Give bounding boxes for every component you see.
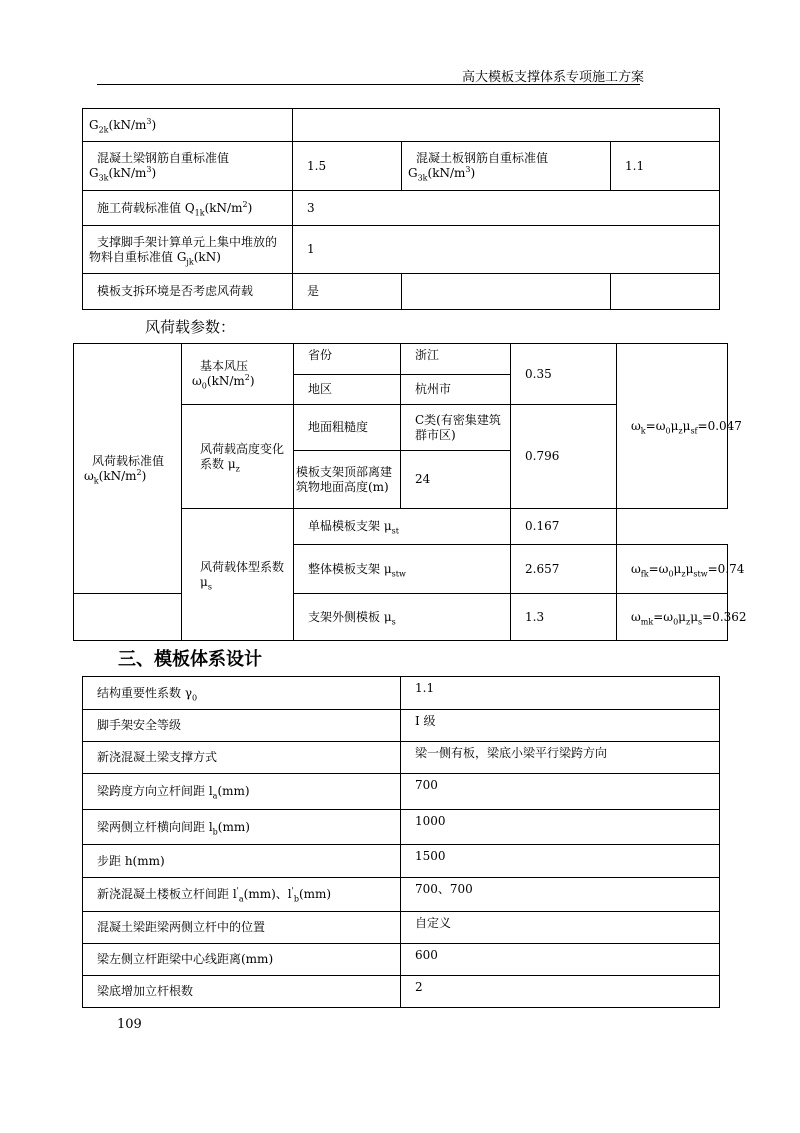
table-row [83,976,720,1008]
label-cell: 梁两侧立杆横向间距 $l_b(mm)$ [83,810,401,845]
design-section-title: 三、模板体系设计 [118,649,262,670]
label-cell: 支撑脚手架计算单元上集中堆放的 物料自重标准值 $G_{jk}(kN)$ [83,226,293,274]
single-frame-value: 0.167 [511,509,617,545]
label-cell: 模板支拆环境是否考虑风荷载 [83,274,293,310]
value-cell: 700 [401,774,720,810]
region-label: 地区 [294,375,401,405]
value-cell: 1 [293,226,720,274]
wk-formula: $\omega_k=\omega_0\mu_z\mu_{sf}=0.047$ [617,344,728,509]
value-cell: 自定义 [401,912,720,944]
value-cell: 700、700 [401,878,720,912]
whole-frame-label: 整体模板支架 $\mu_{stw}$ [294,545,511,594]
formwork-design-table [82,676,720,1008]
top-height-value: 24 [401,451,511,509]
label-cell: 新浇混凝土楼板立杆间距 $l'_a(mm)$、$l'_b(mm)$ [83,878,401,912]
table-row [83,944,720,976]
empty-cell [402,274,611,310]
region-value: 杭州市 [401,375,511,405]
height-factor-label: 风荷载高度变化系数 $\mu_z$ [182,405,294,509]
whole-frame-value: 2.657 [511,545,617,594]
table-row [83,912,720,944]
roughness-label: 地面粗糙度 [294,405,401,451]
label-cell: 梁底增加立杆根数 [83,976,401,1008]
label-cell: 混凝土梁距梁两侧立杆中的位置 [83,912,401,944]
value-cell: 1000 [401,810,720,845]
value-cell: 1500 [401,845,720,878]
table-row [83,274,720,310]
load-parameters-table [82,108,720,310]
value-cell: 1.1 [401,677,720,710]
table-row [83,677,720,710]
table-row [83,810,720,845]
wmk-formula: $\omega_{mk}=\omega_0\mu_z\mu_s=0.362$ [617,594,728,641]
wfk-formula: $\omega_{fk}=\omega_0\mu_z\mu_{stw}=0.74$ [617,545,728,594]
top-height-label: 模板支架顶部离建筑物地面高度(m) [294,451,401,509]
label-cell: 结构重要性系数 $\gamma_0$ [83,677,401,710]
header-rule [97,84,640,85]
value-cell: 2 [401,976,720,1008]
basic-pressure-value: 0.35 [511,344,617,405]
basic-pressure-label: 基本风压 $\omega_0(kN/m^2)$ [182,344,294,405]
page-number: 109 [117,1017,142,1032]
wind-section-title: 风荷载参数： [145,318,236,336]
label-cell: 梁左侧立杆距梁中心线距离(mm) [83,944,401,976]
shape-factor-label: 风荷载体型系数 $\mu_s$ [182,509,294,641]
table-row [83,845,720,878]
value-cell: 是 [293,274,402,310]
empty-cell [611,274,720,310]
label-cell: 施工荷载标准值 $Q_{1k}(kN/m^2)$ [83,191,293,226]
label-cell: 混凝土板钢筋自重标准值 $G_{3k}(kN/m^3)$ [402,142,611,191]
height-factor-value: 0.796 [511,405,617,509]
roughness-value: C类(有密集建筑群市区) [401,405,511,451]
table-row [83,710,720,742]
value-cell: I 级 [401,710,720,742]
value-cell [293,109,720,142]
value-cell: 600 [401,944,720,976]
value-cell: 3 [293,191,720,226]
wind-load-table [73,343,747,641]
table-row [83,109,720,142]
table-row [83,226,720,274]
table-row [83,142,720,191]
label-cell: $G_{2k}(kN/m^3)$ [83,109,293,142]
table-row [83,878,720,912]
header-title: 高大模板支撑体系专项施工方案 [462,70,645,85]
wind-standard-label: 风荷载标准值 $\omega_k(kN/m^2)$ [74,344,182,594]
table-row [83,774,720,810]
value-cell: 1.1 [611,142,720,191]
value-cell: 1.5 [293,142,402,191]
table-row [83,191,720,226]
label-cell: 梁跨度方向立杆间距 $l_a(mm)$ [83,774,401,810]
label-cell: 脚手架安全等级 [83,710,401,742]
province-value: 浙江 [401,344,511,375]
province-label: 省份 [294,344,401,375]
single-frame-label: 单榀模板支架 $\mu_{st}$ [294,509,511,545]
value-cell: 梁一侧有板，梁底小梁平行梁跨方向 [401,742,720,774]
table-row [83,742,720,774]
label-cell: 步距 h(mm) [83,845,401,878]
label-cell: 混凝土梁钢筋自重标准值 $G_{3k}(kN/m^3)$ [83,142,293,191]
outer-formwork-value: 1.3 [511,594,617,641]
outer-formwork-label: 支架外侧模板 $\mu_s$ [294,594,511,641]
label-cell: 新浇混凝土梁支撑方式 [83,742,401,774]
